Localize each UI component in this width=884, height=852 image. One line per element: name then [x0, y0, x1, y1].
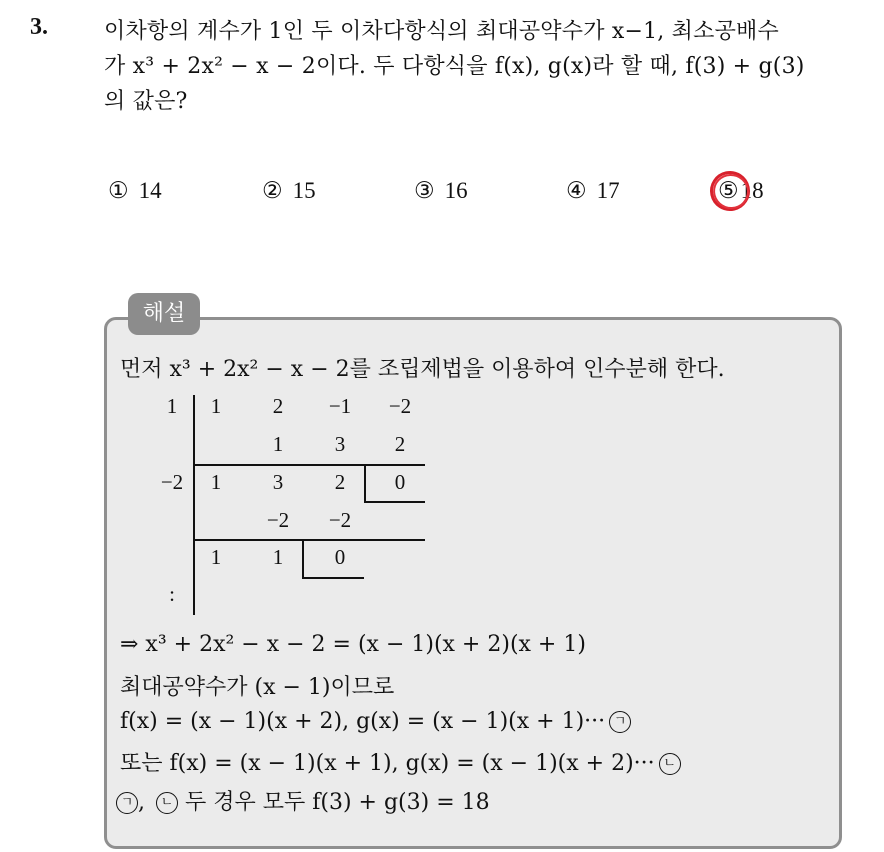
row1-cell: 2	[272, 394, 284, 418]
solution-step-4	[120, 746, 681, 777]
solution-step-2: 최대공약수가 (x − 1)이므로	[120, 675, 395, 700]
row2-cell: 2	[394, 432, 406, 456]
solution-step-5-separator: ,	[138, 790, 145, 815]
choice-2-mark: ②	[262, 178, 283, 203]
solution-tag: 해설	[128, 293, 200, 335]
choice-5-mark: ⑤	[718, 178, 739, 203]
solution-step-1: ⇒ x³ + 2x² − x − 2 = (x − 1)(x + 2)(x + 1)	[120, 632, 586, 657]
remainder-box-1-bottom	[364, 501, 425, 503]
solution-intro: 먼저 x³ + 2x² − x − 2를 조립제법을 이용하여 인수분해 한다.	[120, 357, 725, 382]
choice-4-value: 17	[596, 178, 620, 203]
circled-nieun-icon: ㄴ	[659, 753, 681, 775]
remainder-box-2-left	[302, 539, 304, 578]
synthetic-rule-2	[193, 539, 425, 541]
synthetic-rule-1	[193, 464, 425, 466]
solution-step-3-text: f(x) = (x − 1)(x + 2), g(x) = (x − 1)(x + 1)···	[120, 709, 606, 734]
row4-cell: −2	[266, 508, 290, 532]
question-number: 3.	[30, 14, 48, 40]
choice-3-value: 16	[444, 178, 468, 203]
row4-cell: −2	[328, 508, 352, 532]
row2-cell: 1	[272, 432, 284, 456]
remainder-box-1-left	[364, 464, 366, 501]
choice-3-mark: ③	[414, 178, 435, 203]
choice-1-mark: ①	[108, 178, 129, 203]
question-line-3: 의 값은?	[104, 89, 188, 114]
row2-cell: 3	[334, 432, 346, 456]
row1-cell: 1	[210, 394, 222, 418]
solution-step-5-text: 두 경우 모두 f(3) + g(3) = 18	[185, 790, 490, 815]
remainder-box-2-bottom	[302, 577, 364, 579]
question-line-1: 이차항의 계수가 1인 두 이차다항식의 최대공약수가 x−1, 최소공배수	[104, 19, 779, 44]
row1-cell: −1	[328, 394, 352, 418]
question-line-2: 가 x³ + 2x² − x − 2이다. 두 다항식을 f(x), g(x)라 할 때, f(3) + g(3)	[104, 54, 805, 79]
synthetic-vertical-rule	[193, 395, 195, 615]
row5-remainder: 0	[334, 545, 346, 569]
choice-4-mark: ④	[566, 178, 587, 203]
solution-step-4-text: 또는 f(x) = (x − 1)(x + 1), g(x) = (x − 1)(x + 2)···	[120, 751, 655, 776]
row3-cell: 3	[272, 470, 284, 494]
choice-5-value: 18	[740, 178, 764, 203]
row3-cell: 2	[334, 470, 346, 494]
circled-nieun-icon: ㄴ	[156, 792, 178, 814]
solution-step-5	[116, 785, 490, 816]
row3-cell: 1	[210, 470, 222, 494]
row3-remainder: 0	[394, 470, 406, 494]
divisor-1: 1	[166, 394, 178, 418]
divisor-continue: :	[169, 582, 175, 606]
choice-1-value: 14	[138, 178, 162, 203]
row5-cell: 1	[210, 545, 222, 569]
divisor-2: −2	[160, 470, 184, 494]
row1-cell: −2	[388, 394, 412, 418]
choice-2-value: 15	[292, 178, 316, 203]
solution-step-3	[120, 709, 631, 734]
circled-giyeok-icon: ㄱ	[116, 792, 138, 814]
circled-giyeok-icon: ㄱ	[609, 711, 631, 733]
row5-cell: 1	[272, 545, 284, 569]
